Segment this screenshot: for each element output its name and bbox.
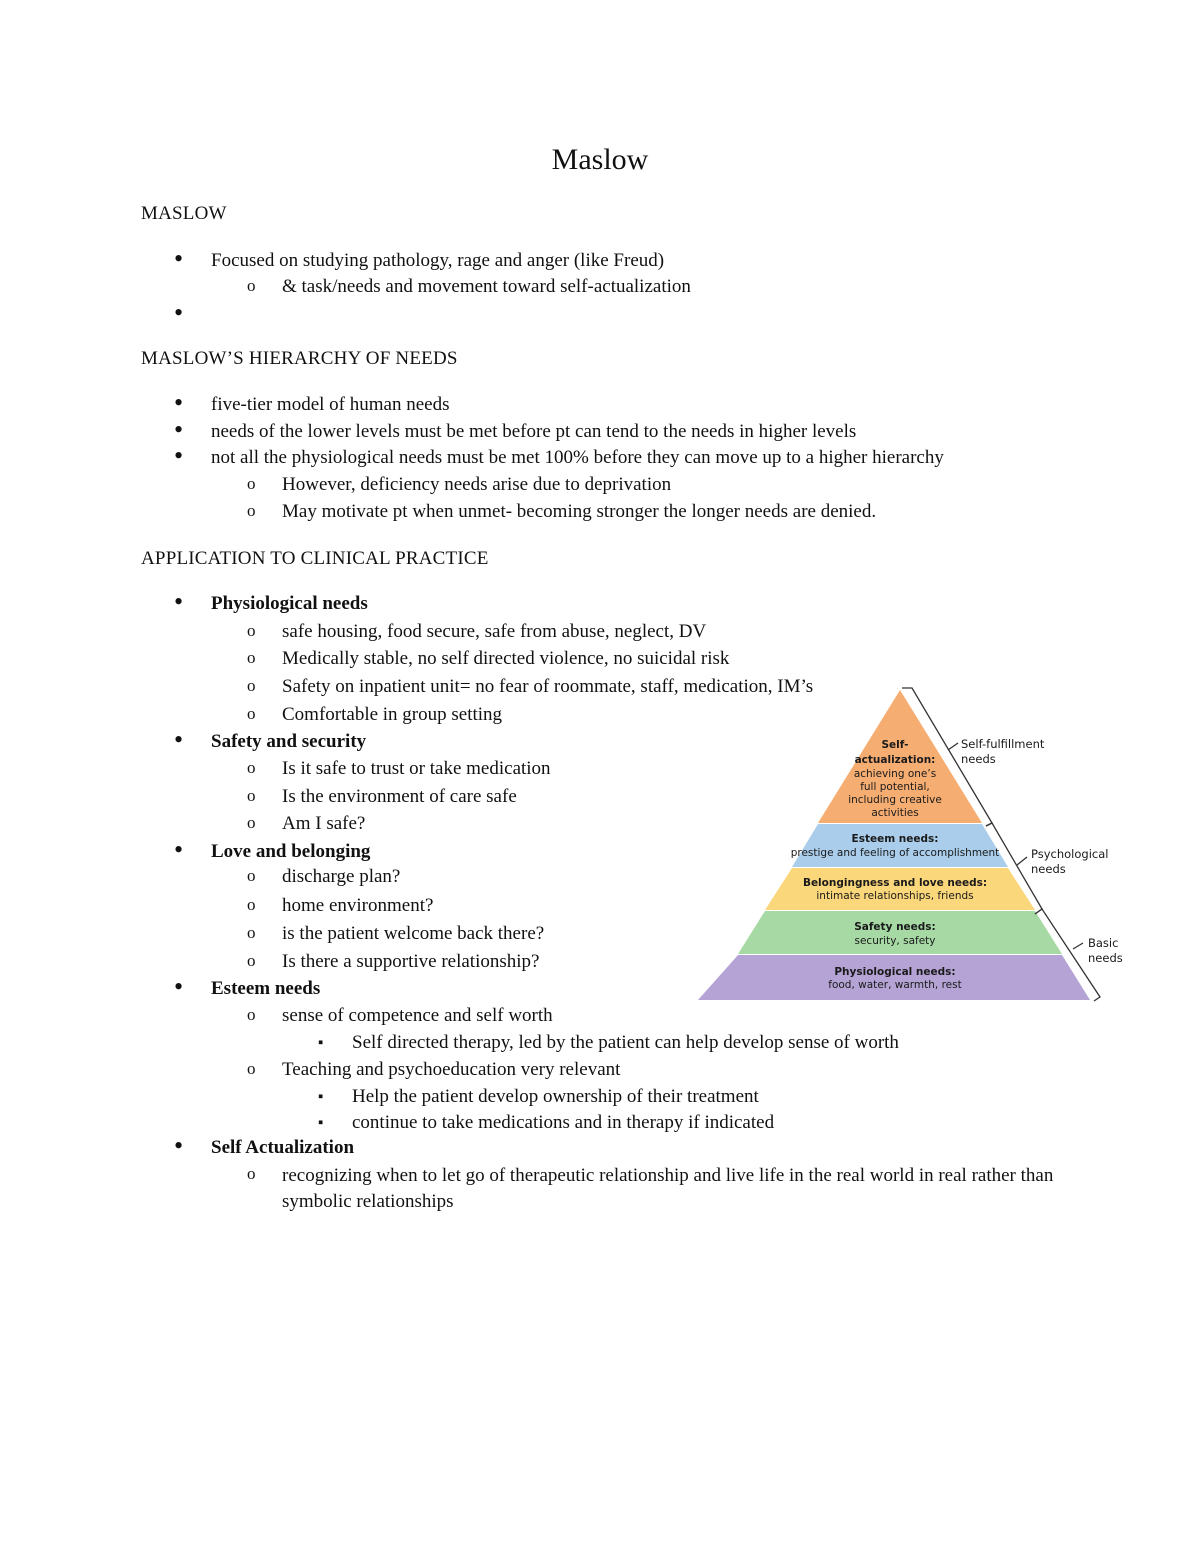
sub-bullet-marker xyxy=(247,499,256,523)
tier-belonging-title: Belongingness and love needs: xyxy=(802,877,988,889)
bullet-marker xyxy=(174,590,183,617)
sub-bullet-marker xyxy=(247,674,256,698)
tier-self-desc: including creative xyxy=(848,794,942,806)
list-item: & task/needs and movement toward self-actualization xyxy=(282,276,691,297)
list-item: Medically stable, no self directed violence, no suicidal risk xyxy=(282,648,730,669)
bullet-marker xyxy=(174,444,183,471)
tier-esteem-desc: prestige and feeling of accomplishment xyxy=(790,847,1000,859)
sub-bullet-marker xyxy=(247,756,256,780)
tier-esteem-title: Esteem needs: xyxy=(851,833,939,845)
group-label-self-fulfillment: needs xyxy=(961,752,996,766)
category-esteem: Esteem needs xyxy=(211,978,321,999)
sub-bullet-marker xyxy=(247,472,256,496)
list-item: However, deficiency needs arise due to deprivation xyxy=(282,474,672,495)
list-item: Is it safe to trust or take medication xyxy=(282,758,551,779)
list-item: Comfortable in group setting xyxy=(282,704,503,725)
sub-bullet-marker xyxy=(247,921,256,945)
sub-bullet-marker xyxy=(247,1162,256,1186)
sub-bullet-marker xyxy=(247,1003,256,1027)
list-item: recognizing when to let go of therapeutic relationship and live life in the real world in real rather than symbolic relationships xyxy=(282,1165,1054,1212)
sub-sub-bullet-marker xyxy=(318,1110,323,1135)
bullet-marker xyxy=(174,728,183,755)
section-heading-hierarchy: MASLOW’S HIERARCHY OF NEEDS xyxy=(141,348,458,369)
bullet-marker xyxy=(174,1134,183,1161)
sub-bullet-marker xyxy=(247,811,256,835)
sub-bullet-marker xyxy=(247,949,256,973)
bullet-marker xyxy=(174,247,183,274)
list-item: home environment? xyxy=(282,895,434,916)
sub-bullet-marker xyxy=(247,274,256,298)
sub-sub-bullet-marker xyxy=(318,1084,323,1109)
list-item: Help the patient develop ownership of their treatment xyxy=(352,1086,759,1107)
section-heading-maslow: MASLOW xyxy=(141,203,227,224)
list-item: sense of competence and self worth xyxy=(282,1005,553,1026)
list-item: Is there a supportive relationship? xyxy=(282,951,540,972)
list-item: Is the environment of care safe xyxy=(282,786,517,807)
tier-safety-title: Safety needs: xyxy=(854,921,936,933)
leader-psychological xyxy=(1017,857,1027,865)
tier-self-desc: achieving one’s xyxy=(853,768,937,780)
list-item: safe housing, food secure, safe from abuse, neglect, DV xyxy=(282,621,707,642)
list-item: needs of the lower levels must be met before pt can tend to the needs in higher levels xyxy=(211,421,857,442)
sub-sub-bullet-marker xyxy=(318,1030,323,1055)
tier-esteem xyxy=(792,824,1008,867)
category-self-actualization: Self Actualization xyxy=(211,1137,355,1158)
category-love: Love and belonging xyxy=(211,841,371,862)
group-label-basic: needs xyxy=(1088,951,1123,965)
tier-physiological-title: Physiological needs: xyxy=(834,966,956,978)
leader-self-fulfillment xyxy=(948,743,958,750)
list-item: Teaching and psychoeducation very relevant xyxy=(282,1059,621,1080)
list-item: five-tier model of human needs xyxy=(211,394,450,415)
bullet-marker xyxy=(174,301,183,328)
tier-self-title: Self- xyxy=(881,739,909,751)
list-item: Focused on studying pathology, rage and anger (like Freud) xyxy=(211,250,665,271)
list-item: Am I safe? xyxy=(282,813,366,834)
sub-bullet-marker xyxy=(247,784,256,808)
list-item: discharge plan? xyxy=(282,866,401,887)
sub-bullet-marker xyxy=(247,646,256,670)
sub-bullet-marker xyxy=(247,864,256,888)
list-item: Self directed therapy, led by the patient can help develop sense of worth xyxy=(352,1032,899,1053)
category-physiological: Physiological needs xyxy=(211,593,368,614)
bullet-marker xyxy=(174,391,183,418)
sub-bullet-marker xyxy=(247,1057,256,1081)
category-safety: Safety and security xyxy=(211,731,367,752)
tier-physiological-desc: food, water, warmth, rest xyxy=(828,979,962,991)
sub-bullet-marker xyxy=(247,702,256,726)
sub-bullet-marker xyxy=(247,619,256,643)
list-item: is the patient welcome back there? xyxy=(282,923,545,944)
list-item: not all the physiological needs must be met 100% before they can move up to a higher hierarchy xyxy=(211,447,944,468)
group-label-basic: Basic xyxy=(1088,936,1119,950)
bullet-marker xyxy=(174,975,183,1002)
tier-self-desc: full potential, xyxy=(860,781,930,793)
maslow-pyramid-figure xyxy=(690,685,1130,1005)
group-label-psychological: needs xyxy=(1031,862,1066,876)
tier-self-title2: actualization: xyxy=(854,754,936,766)
tier-self-desc: activities xyxy=(871,807,919,819)
sub-bullet-marker xyxy=(247,893,256,917)
list-item: Safety on inpatient unit= no fear of roommate, staff, medication, IM’s xyxy=(282,676,814,697)
page-title: Maslow xyxy=(551,143,649,176)
list-item: continue to take medications and in therapy if indicated xyxy=(352,1112,775,1133)
tier-belonging-desc: intimate relationships, friends xyxy=(816,890,974,902)
tier-belonging xyxy=(765,868,1035,910)
group-label-psychological: Psychological xyxy=(1031,847,1109,861)
list-item: May motivate pt when unmet- becoming stronger the longer needs are denied. xyxy=(282,501,877,522)
leader-basic xyxy=(1073,943,1083,949)
tier-safety-desc: security, safety xyxy=(854,935,936,947)
bullet-marker xyxy=(174,838,183,865)
section-heading-clinical: APPLICATION TO CLINICAL PRACTICE xyxy=(141,548,489,569)
group-label-self-fulfillment: Self-fulfillment xyxy=(961,737,1045,751)
